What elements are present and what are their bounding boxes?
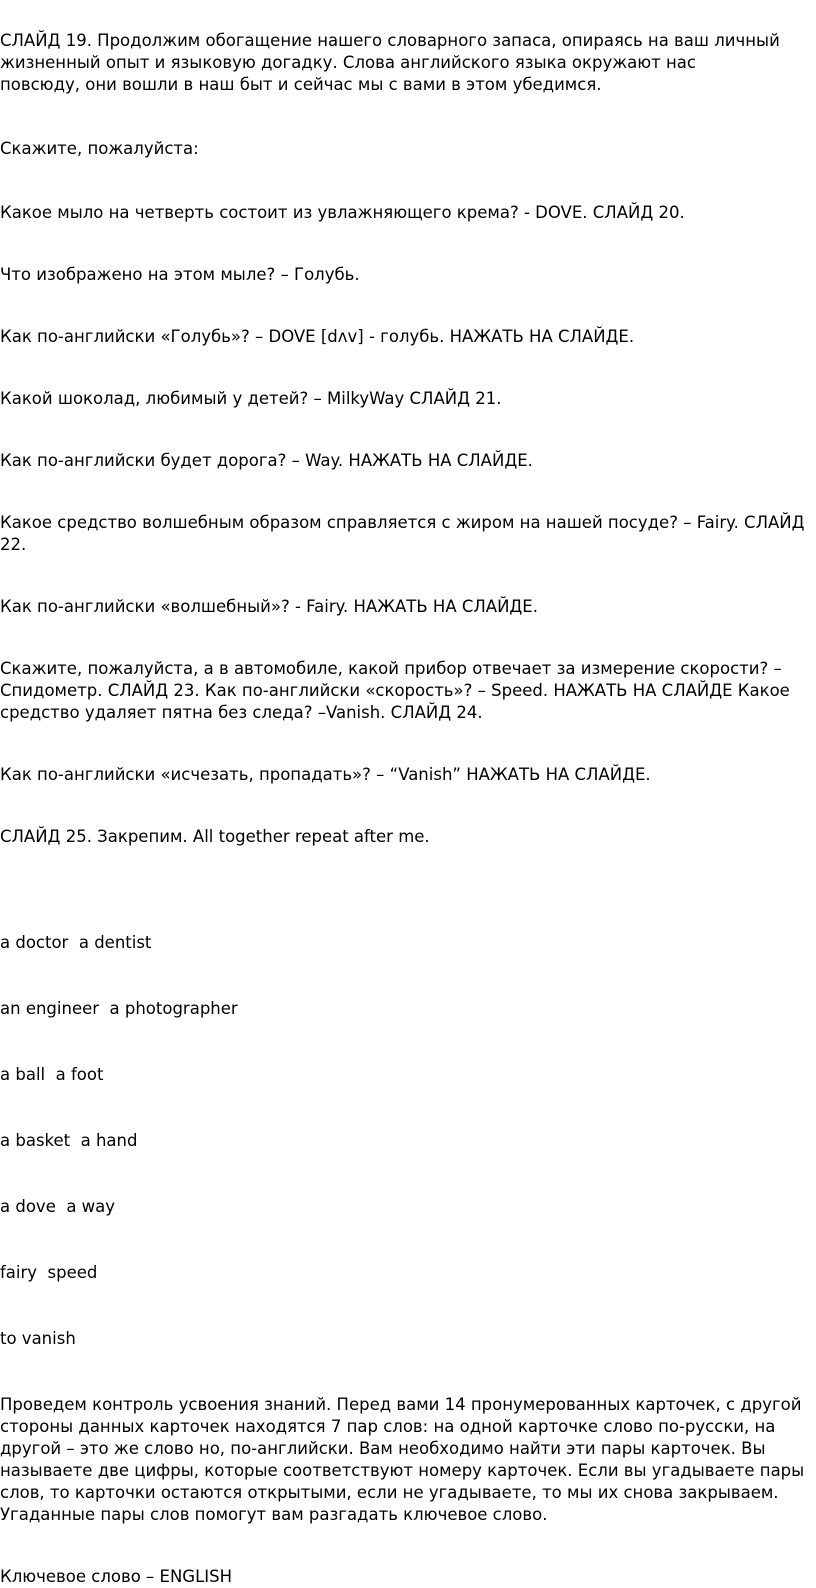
paragraph-slide-25: СЛАЙД 25. Закрепим. All together repeat after me.: [0, 827, 430, 846]
word-list-item: a basket a hand: [0, 1131, 138, 1150]
word-list-item: to vanish: [0, 1329, 76, 1348]
paragraph-dove-image: Что изображено на этом мыле? – Голубь.: [0, 265, 360, 284]
word-list-item: a doctor a dentist: [0, 933, 152, 952]
paragraph-slide-19: СЛАЙД 19. Продолжим обогащение нашего словарного запаса, опираясь на ваш личный жизненный опыт и языковую догадку. Слова английского языка окружают нас повсюду, они вошли в наш быт и сейчас мы с вами в этом убедимся.: [0, 31, 780, 94]
paragraph-fairy: Какое средство волшебным образом справляется с жиром на нашей посуде? – Fairy. СЛАЙД 22.: [0, 513, 805, 554]
document-body: [0, 30, 816, 1588]
paragraph-milkyway: Какой шоколад, любимый у детей? – MilkyWay СЛАЙД 21.: [0, 389, 502, 408]
paragraph-speed-vanish: Скажите, пожалуйста, а в автомобиле, какой прибор отвечает за измерение скорости? – Спидометр. СЛАЙД 23. Как по-английски «скорость»? – Speed. НАЖАТЬ НА СЛАЙДЕ Какое средство удаляет пятна без следа? –Vanish. СЛАЙД 24.: [0, 659, 790, 722]
keyword-line: Ключевое слово – ENGLISH: [0, 1567, 233, 1586]
paragraph-dove-soap: Какое мыло на четверть состоит из увлажняющего крема? - DOVE. СЛАЙД 20.: [0, 203, 685, 222]
word-list: [0, 888, 816, 1394]
paragraph-dove-english: Как по-английски «Голубь»? – DOVE [dʌv] - голубь. НАЖАТЬ НА СЛАЙДЕ.: [0, 327, 635, 346]
paragraph-vanish-english: Как по-английски «исчезать, пропадать»? – “Vanish” НАЖАТЬ НА СЛАЙДЕ.: [0, 765, 651, 784]
word-list-item: fairy speed: [0, 1263, 98, 1282]
word-list-item: a ball a foot: [0, 1065, 104, 1084]
paragraph-fairy-english: Как по-английски «волшебный»? - Fairy. НАЖАТЬ НА СЛАЙДЕ.: [0, 597, 538, 616]
word-list-item: an engineer a photographer: [0, 999, 238, 1018]
paragraph-knowledge-control: Проведем контроль усвоения знаний. Перед вами 14 пронумерованных карточек, с другой стороны данных карточек находятся 7 пар слов: на одной карточке слово по-русски, на другой – это же слово но, по-английски. Вам необходимо найти эти пары карточек. Вы называете две цифры, которые соответствуют номеру карточек. Если вы угадываете пары слов, то карточки остаются открытыми, если не угадываете, то мы их снова закрываем. Угаданные пары слов помогут вам разгадать ключевое слово.: [0, 1395, 805, 1524]
word-list-item: a dove a way: [0, 1197, 116, 1216]
paragraph-please-tell: Скажите, пожалуйста:: [0, 139, 199, 158]
paragraph-way: Как по-английски будет дорога? – Way. НАЖАТЬ НА СЛАЙДЕ.: [0, 451, 533, 470]
